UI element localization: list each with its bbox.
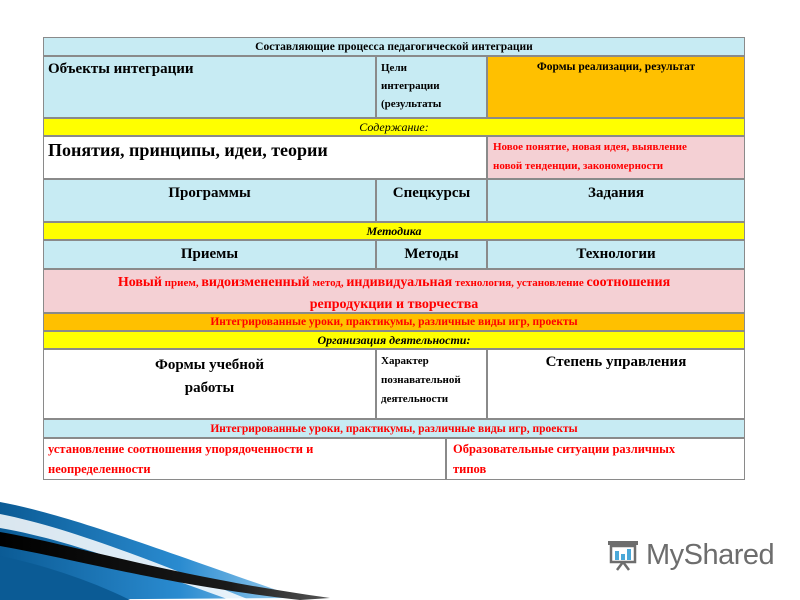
methods-cell: Методы bbox=[376, 240, 487, 269]
text-fragment: соотношения bbox=[586, 275, 671, 290]
integrated-lessons-banner: Интегрированные уроки, практикумы, различные виды игр, проекты bbox=[43, 313, 745, 331]
concepts-cell: Понятия, принципы, идеи, теории bbox=[43, 136, 487, 179]
methodology-section-header: Методика bbox=[43, 222, 745, 240]
table-row bbox=[43, 269, 745, 313]
text-fragment: индивидуальная bbox=[346, 275, 453, 290]
goals-line: интеграции bbox=[381, 80, 440, 92]
table-row bbox=[43, 438, 745, 480]
cognitive-activity-cell bbox=[376, 349, 487, 419]
tasks-cell: Задания bbox=[487, 179, 745, 222]
table-row bbox=[43, 222, 745, 240]
programs-cell: Программы bbox=[43, 179, 376, 222]
order-ratio-line: неопределенности bbox=[48, 462, 151, 476]
integrated-lessons-row: Интегрированные уроки, практикумы, различные виды игр, проекты bbox=[43, 419, 745, 438]
cognitive-line: Характер bbox=[381, 355, 429, 367]
goals-line: (результаты bbox=[381, 98, 442, 110]
table-row bbox=[43, 136, 745, 179]
technologies-cell: Технологии bbox=[487, 240, 745, 269]
cognitive-line: деятельности bbox=[381, 393, 449, 405]
content-section-header: Содержание: bbox=[43, 118, 745, 136]
text-fragment: прием, bbox=[161, 277, 202, 289]
new-technique-line: репродукции и творчества bbox=[309, 297, 479, 312]
logo-wordmark: MyShared bbox=[646, 538, 775, 571]
order-ratio-line: установление соотношения упорядоченности и bbox=[48, 442, 314, 456]
objects-integration-cell: Объекты интеграции bbox=[43, 56, 376, 118]
table-row bbox=[43, 240, 745, 269]
order-ratio-cell bbox=[43, 438, 446, 480]
integration-table bbox=[43, 37, 745, 480]
myshared-logo bbox=[606, 537, 774, 573]
decorative-swoosh bbox=[0, 480, 340, 600]
new-technique-line bbox=[44, 271, 744, 294]
table-header-title: Составляющие процесса педагогической интеграции bbox=[43, 37, 745, 56]
text-fragment: технология, установление bbox=[452, 277, 587, 289]
table-row bbox=[43, 179, 745, 222]
table-row bbox=[43, 349, 745, 419]
educational-situations-cell bbox=[446, 438, 745, 480]
text-fragment: метод, bbox=[309, 277, 347, 289]
goals-line: Цели bbox=[381, 62, 407, 74]
table-row bbox=[43, 56, 745, 118]
text-fragment: видоизмененный bbox=[201, 275, 310, 290]
table-row bbox=[43, 331, 745, 349]
new-concept-line: Новое понятие, новая идея, выявление bbox=[493, 141, 687, 153]
new-technique-cell bbox=[43, 269, 745, 313]
management-degree-cell: Степень управления bbox=[487, 349, 745, 419]
table-row bbox=[43, 419, 745, 438]
table-row bbox=[43, 37, 745, 56]
text-fragment: Новый bbox=[117, 275, 162, 290]
new-concept-cell bbox=[487, 136, 745, 179]
forms-realization-cell: Формы реализации, результат bbox=[487, 56, 745, 118]
situations-line: типов bbox=[453, 462, 487, 476]
special-courses-cell: Спецкурсы bbox=[376, 179, 487, 222]
techniques-cell: Приемы bbox=[43, 240, 376, 269]
study-forms-cell bbox=[43, 349, 376, 419]
situations-line: Образовательные ситуации различных bbox=[453, 442, 676, 456]
new-concept-line: новой тенденции, закономерности bbox=[493, 160, 664, 172]
activity-organization-header: Организация деятельности: bbox=[43, 331, 745, 349]
study-forms-line: Формы учебной bbox=[154, 357, 265, 373]
table-row bbox=[43, 118, 745, 136]
study-forms-line: работы bbox=[184, 380, 235, 396]
table-row bbox=[43, 313, 745, 331]
cognitive-line: познавательной bbox=[381, 374, 461, 386]
projector-screen-icon bbox=[606, 539, 640, 571]
goals-integration-cell bbox=[376, 56, 487, 118]
